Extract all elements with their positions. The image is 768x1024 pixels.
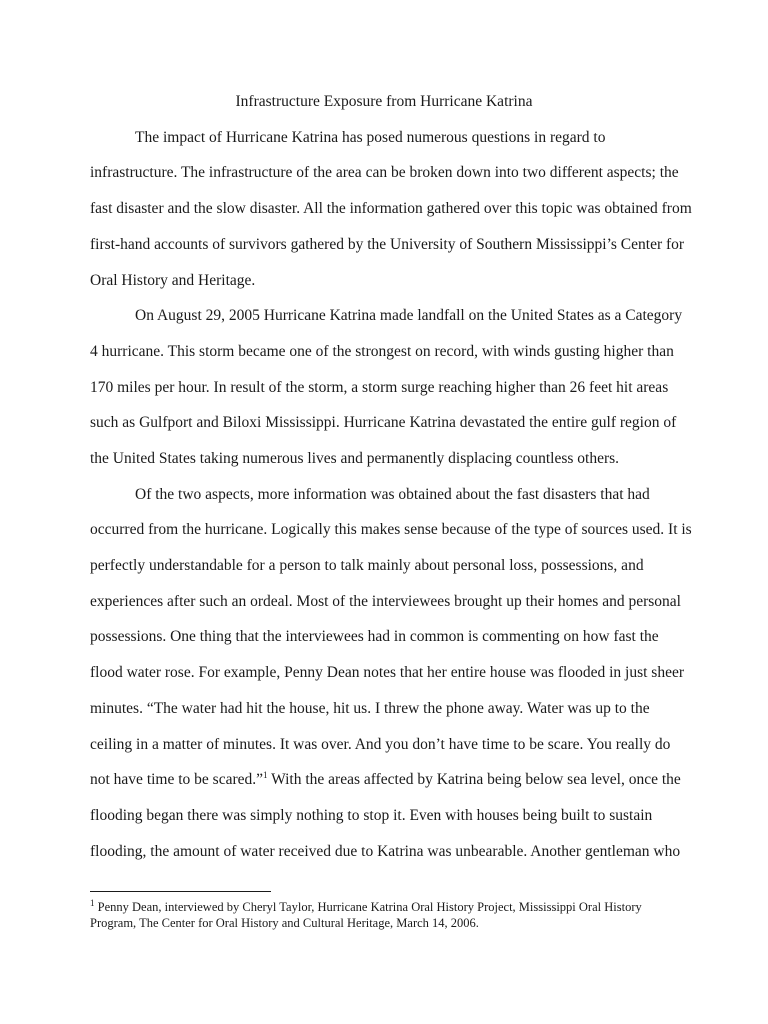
paragraph-line: fast disaster and the slow disaster. All the information gathered over this topic was obtained from bbox=[90, 200, 692, 217]
paragraph-line: ceiling in a matter of minutes. It was over. And you don’t have time to be scare. You really do bbox=[90, 736, 671, 753]
paragraph-line: 4 hurricane. This storm became one of the strongest on record, with winds gusting higher than bbox=[90, 343, 674, 360]
paragraph-line: flooding began there was simply nothing to stop it. Even with houses being built to sustain bbox=[90, 807, 653, 824]
paragraph-line: infrastructure. The infrastructure of the area can be broken down into two different aspects; the bbox=[90, 164, 679, 181]
footnote-text: Penny Dean, interviewed by Cheryl Taylor, Hurricane Katrina Oral History Project, Mississippi Oral History bbox=[94, 900, 642, 914]
paragraph-line-with-footnote bbox=[90, 770, 681, 790]
paragraph-line: the United States taking numerous lives and permanently displacing countless others. bbox=[90, 450, 620, 467]
paragraph-line: The impact of Hurricane Katrina has posed numerous questions in regard to bbox=[135, 129, 606, 146]
paragraph-line: possessions. One thing that the interviewees had in common is commenting on how fast the bbox=[90, 628, 659, 645]
footnote-marker: 1 bbox=[90, 897, 95, 908]
footnote-line: Program, The Center for Oral History and Cultural Heritage, March 14, 2006. bbox=[90, 916, 479, 930]
footnote-separator bbox=[90, 891, 271, 892]
paragraph-line: Of the two aspects, more information was obtained about the fast disasters that had bbox=[135, 486, 650, 503]
paragraph-line: occurred from the hurricane. Logically this makes sense because of the type of sources used. It is bbox=[90, 521, 692, 538]
paragraph-line: flood water rose. For example, Penny Dean notes that her entire house was flooded in just sheer bbox=[90, 664, 685, 681]
paragraph-line: Oral History and Heritage. bbox=[90, 272, 256, 289]
paragraph-line: such as Gulfport and Biloxi Mississippi. Hurricane Katrina devastated the entire gulf region of bbox=[90, 414, 677, 431]
paragraph-line: experiences after such an ordeal. Most of the interviewees brought up their homes and personal bbox=[90, 593, 681, 610]
footnote-reference: 1 bbox=[263, 769, 268, 780]
quote-end-text: not have time to be scared.” bbox=[90, 771, 264, 788]
footnote-line bbox=[90, 897, 642, 915]
paragraph-line: On August 29, 2005 Hurricane Katrina made landfall on the United States as a Category bbox=[135, 307, 683, 324]
paragraph-line: perfectly understandable for a person to talk mainly about personal loss, possessions, and bbox=[90, 557, 644, 574]
paragraph-line: first-hand accounts of survivors gathered by the University of Southern Mississippi’s Center for bbox=[90, 236, 685, 253]
line-continuation-text: With the areas affected by Katrina being below sea level, once the bbox=[267, 771, 681, 788]
paragraph-line: 170 miles per hour. In result of the storm, a storm surge reaching higher than 26 feet hit areas bbox=[90, 379, 669, 396]
paragraph-line: minutes. “The water had hit the house, hit us. I threw the phone away. Water was up to the bbox=[90, 700, 650, 717]
paragraph-line: flooding, the amount of water received due to Katrina was unbearable. Another gentleman who bbox=[90, 843, 681, 860]
document-title: Infrastructure Exposure from Hurricane Katrina bbox=[235, 93, 533, 110]
